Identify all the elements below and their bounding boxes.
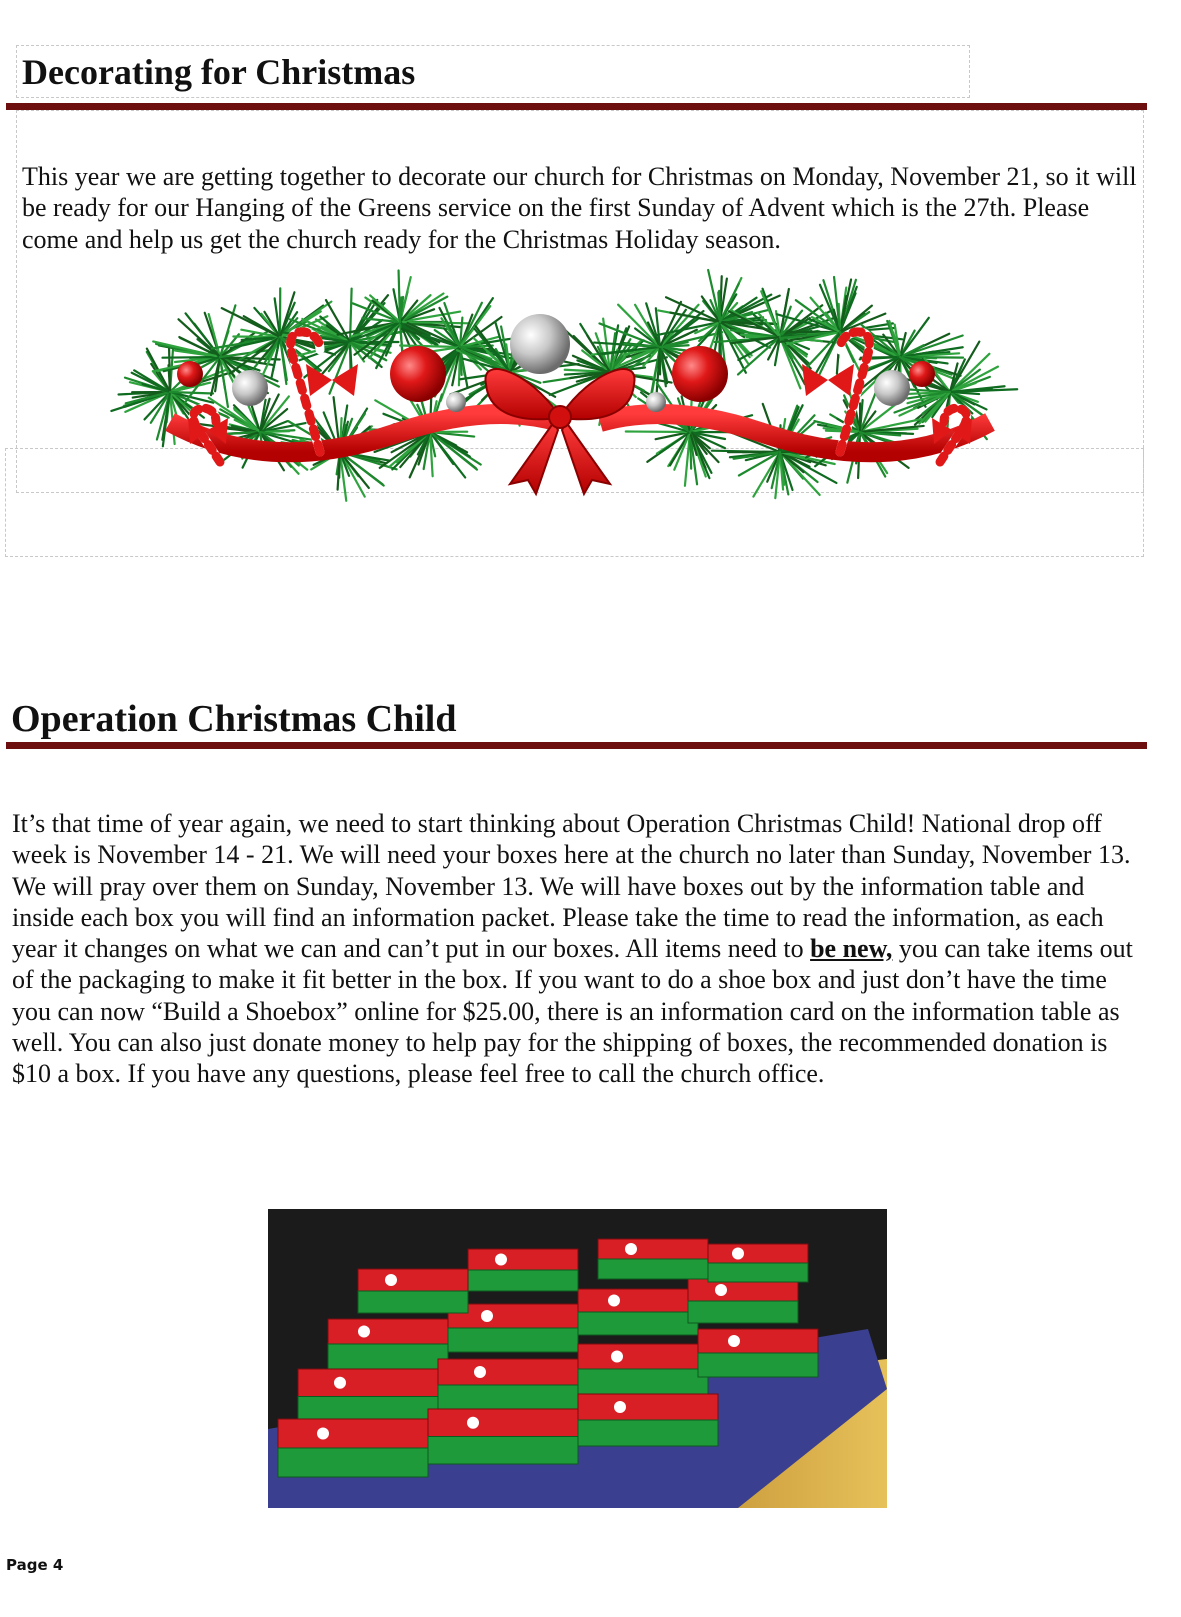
be-new-emphasis: be new,: [810, 934, 893, 964]
decorating-paragraph: This year we are getting together to decorate our church for Christmas on Monday, November 21, so it will be ready for our Hanging of the Greens service on the first Sunday of Advent which is the 27th. Please come and help us get the church ready for the Christmas Holiday season.: [22, 162, 1137, 254]
christmas-garland-image: [100, 262, 1060, 527]
shoebox-photo: [268, 1209, 887, 1508]
section-heading-decorating: Decorating for Christmas: [22, 52, 416, 92]
occ-text-part1: It’s that time of year again, we need to start thinking about Operation Christmas Child! National drop off week is November 14 - 21. We will need your boxes here at the church no later than Sunday, November 13. We will pray over them on Sunday, November 13. We will have boxes out by the information table and inside each box you will find an information packet. Please take the time to read the information, as each year it changes on what we can and can’t put in our boxes. All items need to: [12, 809, 1131, 964]
section-heading-operation-christmas-child: Operation Christmas Child: [11, 698, 457, 740]
occ-paragraph: [12, 808, 1137, 1090]
section-rule: [6, 103, 1147, 110]
occ-text-part2: you can take items out of the packaging to make it fit better in the box. If you want to do a shoe box and just don’t have the time you can now “Build a Shoebox” online for $25.00, there is an information card on the information table as well. You can also just donate money to help pay for the shipping of boxes, the recommended donation is $10 a box. If you have any questions, please feel free to call the church office.: [12, 934, 1133, 1089]
section-rule: [6, 742, 1147, 749]
page-number: Page 4: [6, 1556, 64, 1574]
